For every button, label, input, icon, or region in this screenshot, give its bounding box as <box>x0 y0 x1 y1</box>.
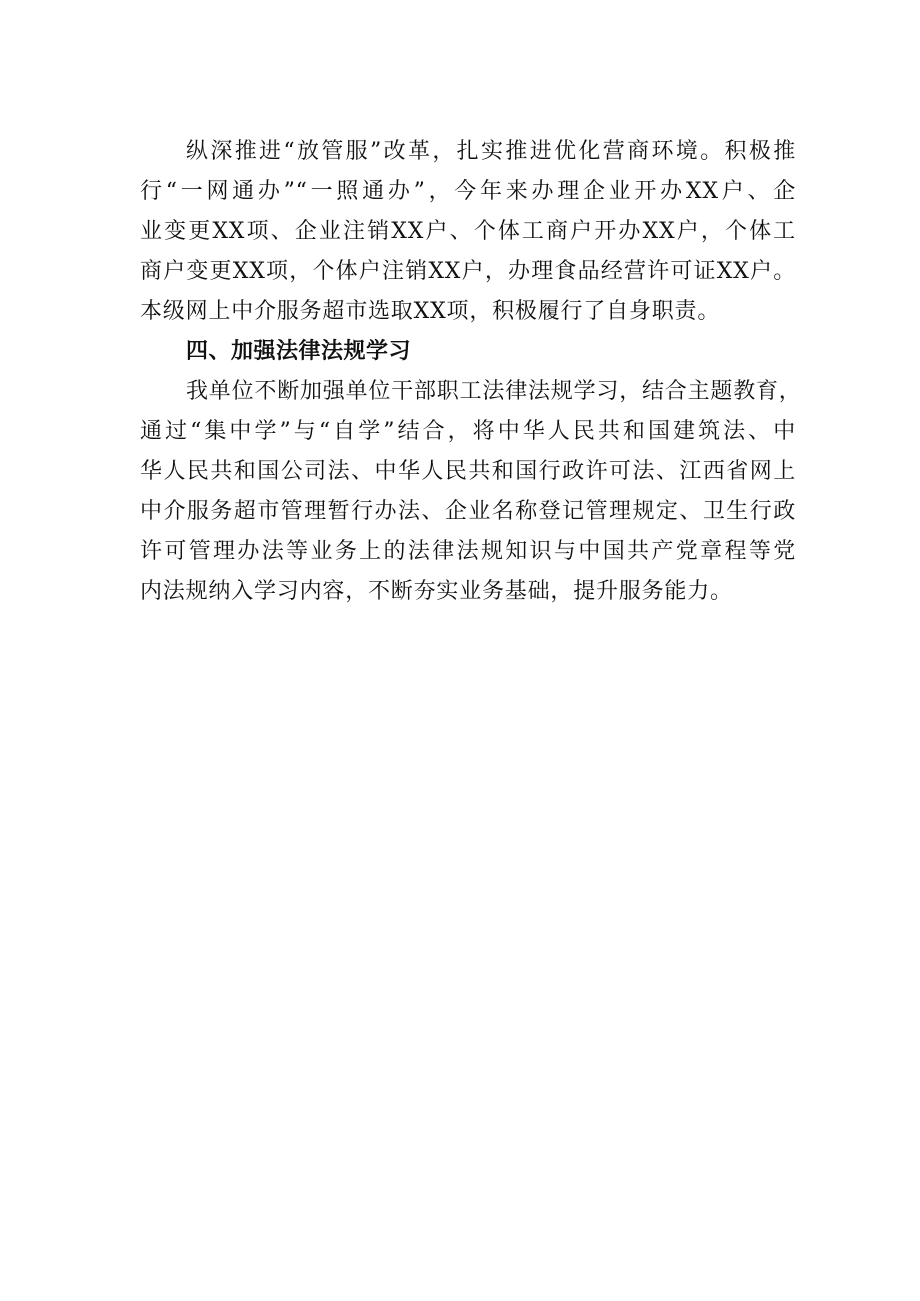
paragraph-line: 内法规纳入学习内容，不断夯实业务基础，提升服务能力。 <box>140 579 733 604</box>
paragraph-line: 行“一网通办”“一照通办”，今年来办理企业开办XX户、企 <box>140 179 796 204</box>
paragraph-line: 本级网上中介服务超市选取XX项，积极履行了自身职责。 <box>140 299 721 324</box>
paragraph-line: 中介服务超市管理暂行办法、企业名称登记管理规定、卫生行政 <box>140 499 796 524</box>
paragraph-law-study <box>140 372 802 612</box>
paragraph-line: 纵深推进“放管服”改革，扎实推进优化营商环境。积极推 <box>186 139 796 164</box>
section-heading: 四、加强法律法规学习 <box>186 339 412 364</box>
paragraph-line: 商户变更XX项，个体户注销XX户，办理食品经营许可证XX户。 <box>140 259 796 284</box>
paragraph-line: 华人民共和国公司法、中华人民共和国行政许可法、江西省网上 <box>140 459 796 484</box>
paragraph-line: 通过“集中学”与“自学”结合，将中华人民共和国建筑法、中 <box>140 419 796 444</box>
paragraph-reform <box>140 132 796 332</box>
paragraph-line: 许可管理办法等业务上的法律法规知识与中国共产党章程等党 <box>140 539 796 564</box>
paragraph-line: 我单位不断加强单位干部职工法律法规学习，结合主题教育， <box>186 379 802 404</box>
document-body <box>140 132 802 612</box>
paragraph-line: 业变更XX项、企业注销XX户、个体工商户开办XX户，个体工 <box>140 219 796 244</box>
